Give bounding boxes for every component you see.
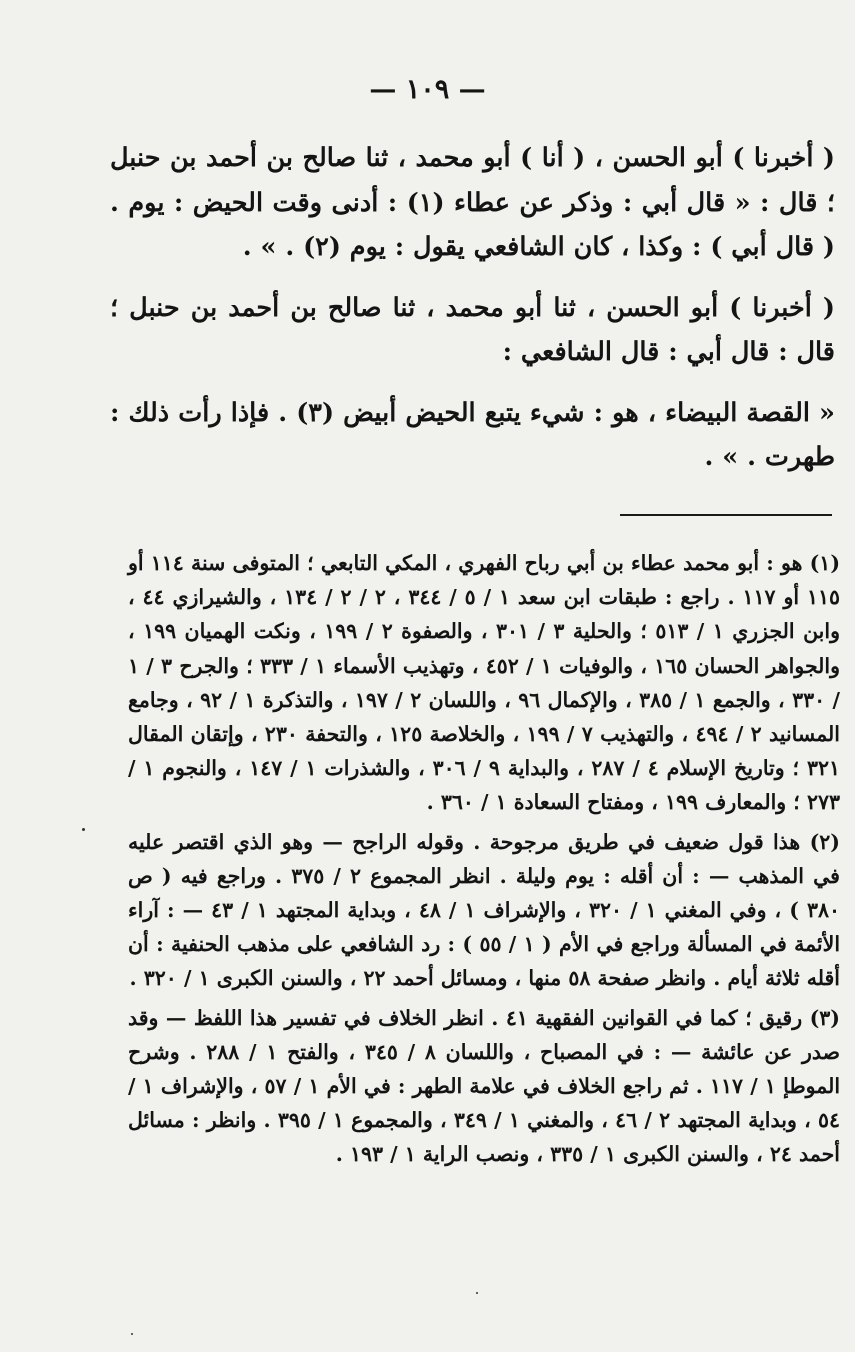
footnote-3: (٣) رقيق ؛ كما في القوانين الفقهية ٤١ . انظر الخلاف في تفسير هذا اللفظ — وقد صدر عن عائشة — : في المصباح ، واللسان ٨ / ٣٤٥ ، والفتح ١ / ٢٨٨ . وشرح الموطإ ١ / ١١٧ . ثم راجع الخلاف في علامة الطهر : في الأم ١ / ٥٧ ، والإشراف ١ / ٥٤ ، وبداية المجتهد ٢ / ٤٦ ، والمغني ١ / ٣٤٩ ، والمجموع ١ / ٣٩٥ . وانظر : مسائل أحمد ٢٤ ، والسنن الكبرى ١ / ٣٣٥ ، ونصب الراية ١ / ١٩٣ .: [128, 1005, 841, 1167]
main-paragraph-3: « القصة البيضاء ، هو : شيء يتبع الحيض أبيض (٣) . فإذا رأت ذلك : طهرت . » .: [110, 397, 835, 472]
main-paragraph-2: ( أخبرنا ) أبو الحسن ، ثنا أبو محمد ، ثنا صالح بن أحمد بن حنبل ؛ قال : قال أبي : قال الشافعي :: [110, 292, 835, 367]
footnotes: [128, 546, 840, 1177]
scan-speck: [82, 828, 85, 831]
main-text: [110, 136, 835, 496]
scan-speck: [476, 1292, 478, 1294]
footnote-1: (١) هو : أبو محمد عطاء بن أبي رباح الفهري ، المكي التابعي ؛ المتوفى سنة ١١٤ أو ١١٥ أو ١١٧ . راجع : طبقات ابن سعد ١ / ٥ / ٣٤٤ ، ٢ / ٢ / ١٣٤ ، والشيرازي ٤٤ ، وابن الجزري ١ / ٥١٣ ؛ والحلية ٣ / ٣٠١ ، والصفوة ٢ / ١٩٩ ، ونكت الهميان ١٩٩ ، والجواهر الحسان ١٦٥ ، والوفيات ١ / ٤٥٢ ، وتهذيب الأسماء ١ / ٣٣٣ ؛ والجرح ٣ / ١ / ٣٣٠ ، والجمع ١ / ٣٨٥ ، والإكمال ٩٦ ، واللسان ٢ / ١٩٧ ، والتذكرة ١ / ٩٢ ، وجامع المسانيد ٢ / ٤٩٤ ، والتهذيب ٧ / ١٩٩ ، والخلاصة ١٢٥ ، والتحفة ٢٣٠ ، وإتقان المقال ٣٢١ ؛ وتاريخ الإسلام ٤ / ٢٨٧ ، والبداية ٩ / ٣٠٦ ، والشذرات ١ / ١٤٧ ، والنجوم ١ / ٢٧٣ ؛ والمعارف ١٩٩ ، ومفتاح السعادة ١ / ٣٦٠ .: [128, 551, 841, 815]
footnote-2: (٢) هذا قول ضعيف في طريق مرجوحة . وقوله الراجح — وهو الذي اقتصر عليه في المذهب — : أن أقله : يوم وليلة . انظر المجموع ٢ / ٣٧٥ . وراجع فيه ( ص ٣٨٠ ) ، وفي المغني ١ / ٣٢٠ ، والإشراف ١ / ٤٨ ، وبداية المجتهد ١ / ٤٣ — : آراء الأئمة في المسألة وراجع في الأم ( ١ / ٥٥ ) : رد الشافعي على مذهب الحنفية : أن أقله ثلاثة أيام . وانظر صفحة ٥٨ منها ، ومسائل أحمد ٢٢ ، والسنن الكبرى ١ / ٣٢٠ .: [128, 829, 841, 991]
page-number: — ١٠٩ —: [369, 74, 486, 105]
scan-speck: [131, 1333, 133, 1335]
footnote-divider: [620, 514, 832, 516]
main-paragraph-1: ( أخبرنا ) أبو الحسن ، ( أنا ) أبو محمد ، ثنا صالح بن أحمد بن حنبل ؛ قال : « قال أبي : وذكر عن عطاء (١) : أدنى وقت الحيض : يوم . ( قال أبي ) : وكذا ، كان الشافعي يقول : يوم (٢) . » .: [110, 143, 835, 262]
